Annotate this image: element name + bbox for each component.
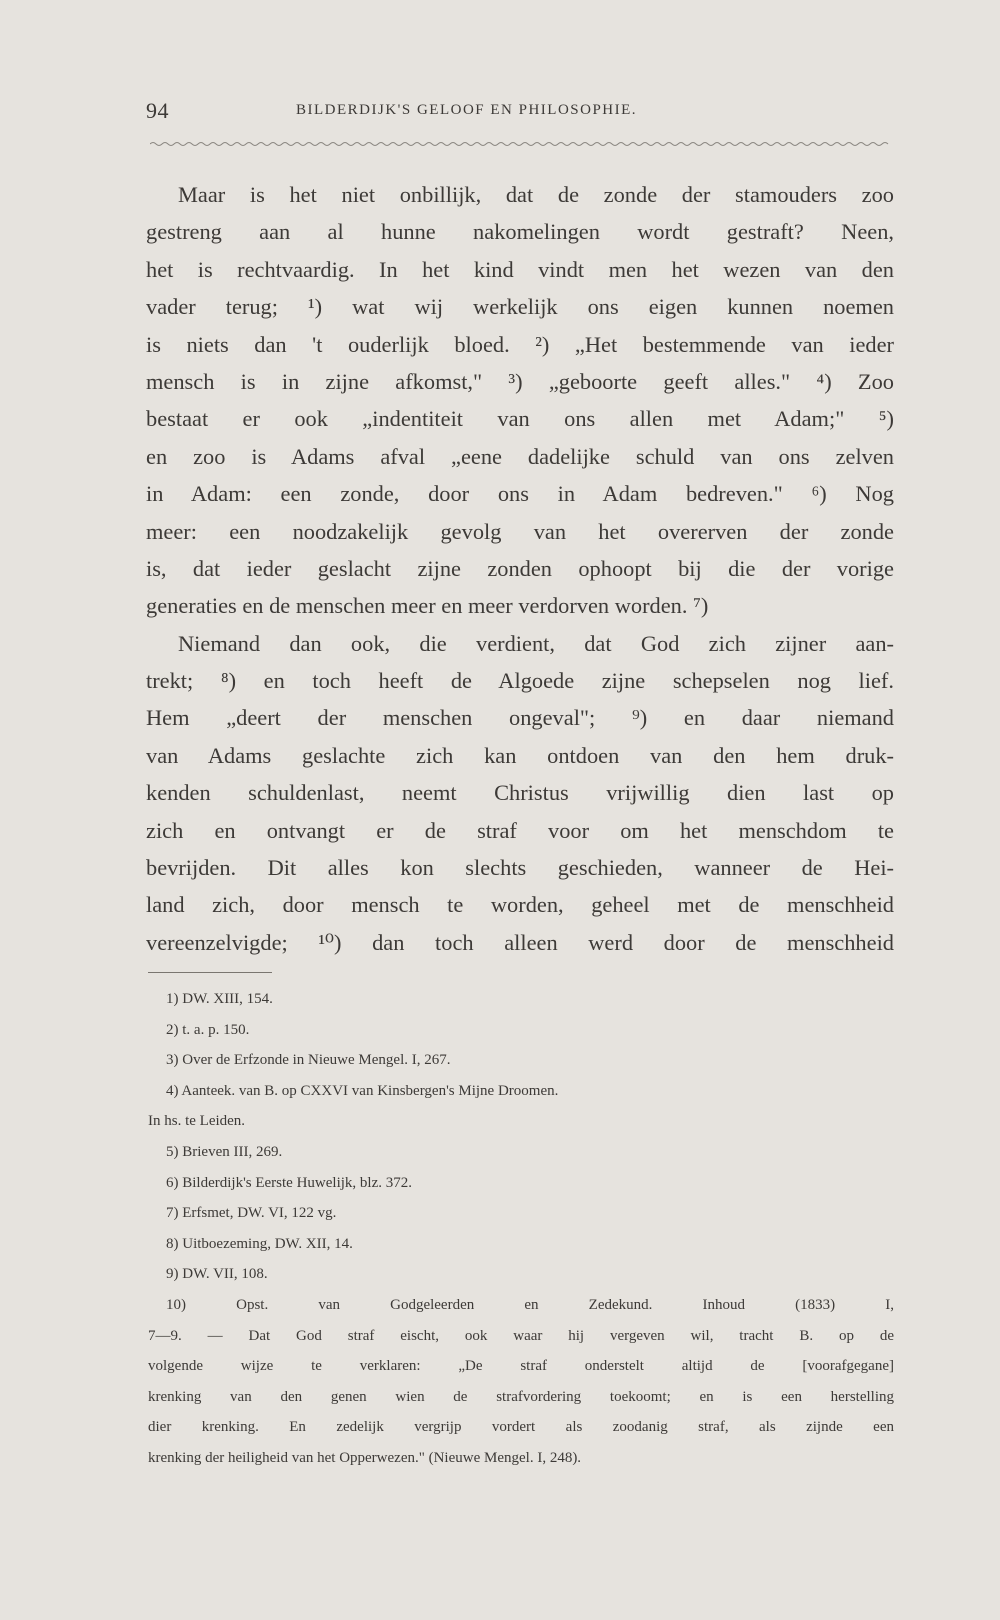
page-header [146,98,892,132]
footnote-continuation: krenking der heiligheid van het Opperwezen." (Nieuwe Mengel. I, 248). [148,1449,582,1466]
footnote: 6) Bilderdijk's Eerste Huwelijk, blz. 372. [166,1174,412,1191]
text-line: bestaat er ook „indentiteit van ons allen met Adam;" ⁵) [146,406,894,432]
footnotes [148,984,894,1474]
footnote: 2) t. a. p. 150. [166,1021,250,1038]
footnote-continuation: krenking van den genen wien de strafvordering toekoomt; en is een herstelling [148,1388,894,1405]
text-line: van Adams geslachte zich kan ontdoen van den hem druk- [146,742,894,768]
footnote: 3) Over de Erfzonde in Nieuwe Mengel. I, 267. [166,1052,451,1069]
text-line: en zoo is Adams afval „eene dadelijke schuld van ons zelven [146,443,894,469]
footnote-separator [148,972,272,973]
text-line: vader terug; ¹) wat wij werkelijk ons eigen kunnen noemen [146,294,894,320]
text-line: in Adam: een zonde, door ons in Adam bedreven." ⁶) Nog [146,481,894,507]
footnote: 8) Uitboezeming, DW. XII, 14. [166,1235,353,1252]
footnote-continuation: dier krenking. En zedelijk vergrijp vordert als zoodanig straf, als zijnde een [148,1419,894,1436]
footnote-continuation: In hs. te Leiden. [148,1113,246,1130]
footnote: 10) Opst. van Godgeleerden en Zedekund. Inhoud (1833) I, [166,1296,894,1313]
text-line: Maar is het niet onbillijk, dat de zonde der stamouders zoo [178,182,894,207]
text-line: land zich, door mensch te worden, geheel met de menschheid [146,892,894,918]
running-title: BILDERDIJK'S GELOOF EN PHILOSOPHIE. [296,102,638,118]
text-line: is, dat ieder geslacht zijne zonden ophoopt bij die der vorige [146,555,894,581]
footnote-continuation: volgende wijze te verklaren: „De straf onderstelt altijd de [voorafgegane] [148,1358,894,1375]
text-line: Hem „deert der menschen ongeval"; ⁹) en daar niemand [146,705,894,731]
text-line: gestreng aan al hunne nakomelingen wordt gestraft? Neen, [146,219,894,245]
footnote: 4) Aanteek. van B. op CXXVI van Kinsbergen's Mijne Droomen. [166,1082,559,1099]
footnote: 1) DW. XIII, 154. [166,991,273,1007]
text-line: generaties en de menschen meer en meer verdorven worden. ⁷) [146,593,709,619]
footnote: 9) DW. VII, 108. [166,1266,268,1283]
main-text [146,176,894,961]
text-line: vereenzelvigde; ¹⁰) dan toch alleen werd door de menschheid [146,929,894,955]
text-line: Niemand dan ook, die verdient, dat God zich zijner aan- [178,630,894,656]
text-line: het is rechtvaardig. In het kind vindt men het wezen van den [146,256,894,282]
decorative-wavy-rule [150,140,892,148]
footnote: 7) Erfsmet, DW. VI, 122 vg. [166,1205,337,1222]
footnote: 5) Brieven III, 269. [166,1143,283,1160]
text-line: kenden schuldenlast, neemt Christus vrijwillig dien last op [146,780,894,806]
text-line: trekt; ⁸) en toch heeft de Algoede zijne schepselen nog lief. [146,668,894,694]
text-line: mensch is in zijne afkomst," ³) „geboorte geeft alles." ⁴) Zoo [146,368,894,394]
footnote-continuation: 7—9. — Dat God straf eischt, ook waar hij vergeven wil, tracht B. op de [148,1327,894,1344]
text-line: is niets dan 't ouderlijk bloed. ²) „Het bestemmende van ieder [146,331,894,357]
text-line: zich en ontvangt er de straf voor om het menschdom te [146,817,894,843]
text-line: bevrijden. Dit alles kon slechts geschieden, wanneer de Hei- [146,855,894,881]
text-line: meer: een noodzakelijk gevolg van het overerven der zonde [146,518,894,544]
page-number: 94 [146,98,169,123]
